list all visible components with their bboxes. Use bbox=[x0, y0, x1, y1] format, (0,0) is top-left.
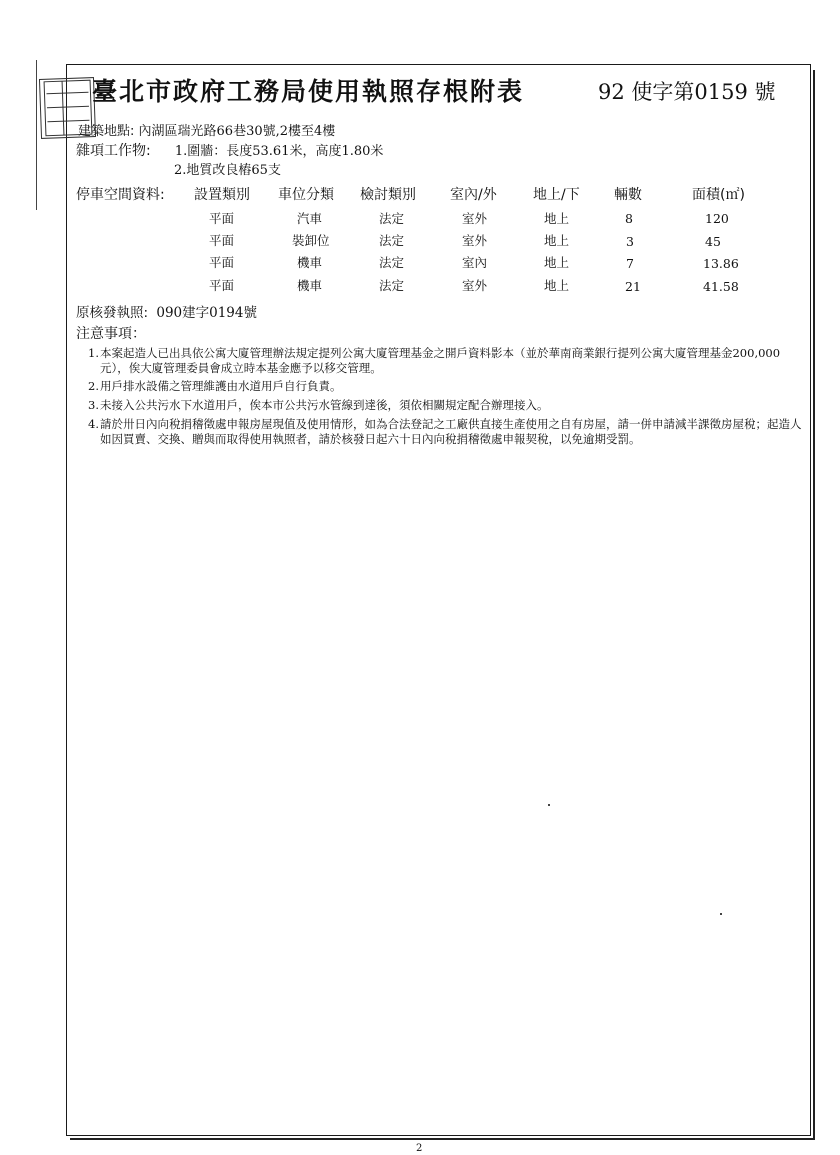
misc-work-label: 雜項工作物: bbox=[76, 143, 151, 159]
table-cell: 平面 bbox=[209, 255, 235, 270]
building-address-value: 內湖區瑞光路66巷30號,2樓至4樓 bbox=[138, 124, 336, 139]
table-cell: 8 bbox=[625, 211, 633, 226]
note-text: 用戶排水設備之管理維護由水道用戶自行負責。 bbox=[100, 379, 342, 393]
parking-section-label: 停車空間資料: bbox=[76, 187, 165, 203]
table-cell: 地上 bbox=[544, 211, 570, 226]
original-permit-value: 090建字0194號 bbox=[156, 305, 257, 321]
table-cell: 41.58 bbox=[703, 279, 739, 294]
table-cell: 3 bbox=[626, 234, 634, 249]
frame-shadow-bottom bbox=[70, 1138, 815, 1140]
table-cell: 21 bbox=[625, 279, 641, 294]
note-item bbox=[88, 417, 803, 447]
table-cell: 室外 bbox=[462, 211, 488, 226]
table-cell: 平面 bbox=[209, 233, 235, 248]
table-cell: 地上 bbox=[544, 233, 570, 248]
misc-work-row bbox=[76, 140, 383, 160]
table-cell: 機車 bbox=[297, 278, 323, 293]
table-cell: 7 bbox=[626, 256, 634, 271]
note-text: 本案起造人已出具依公寓大廈管理辦法規定提列公寓大廈管理基金之開戶資料影本（並於華南商業銀行提列公寓大廈管理基金200,000元），俟大廈管理委員會成立時本基金應予以移交管理。 bbox=[100, 346, 781, 375]
note-number: 4. bbox=[88, 417, 99, 431]
column-header-setup-type: 設置類別 bbox=[194, 187, 250, 203]
document-title: 臺北市政府工務局使用執照存根附表 bbox=[92, 77, 525, 106]
column-header-review-type: 檢討類別 bbox=[360, 187, 416, 203]
table-cell: 120 bbox=[705, 211, 729, 226]
scan-speck bbox=[720, 913, 722, 915]
table-cell: 平面 bbox=[209, 211, 235, 226]
table-cell: 室外 bbox=[462, 278, 488, 293]
note-number: 3. bbox=[88, 398, 99, 412]
misc-work-item-1: 1.圍牆：長度53.61米，高度1.80米 bbox=[174, 144, 384, 159]
original-permit-label: 原核發執照: bbox=[76, 305, 149, 321]
note-number: 1. bbox=[88, 346, 99, 360]
page-number: 2 bbox=[416, 1143, 423, 1154]
building-address-label: 建築地點: bbox=[78, 124, 135, 139]
table-cell: 地上 bbox=[544, 278, 570, 293]
table-cell: 45 bbox=[705, 234, 721, 249]
note-text: 請於卅日內向稅捐稽徵處申報房屋現值及使用情形，如為合法登記之工廠供直接生產使用之自有房屋，請一併申請減半課徵房屋稅；起造人如因買賣、交換、贈與而取得使用執照者，請於核發日起六十日內向稅捐稽徵處申報契稅，以免逾期受罰。 bbox=[100, 417, 802, 446]
table-cell: 室外 bbox=[462, 233, 488, 248]
note-number: 2. bbox=[88, 379, 99, 393]
notes-title: 注意事項： bbox=[76, 326, 146, 342]
table-cell: 法定 bbox=[379, 278, 405, 293]
note-text: 未接入公共污水下水道用戶，俟本市公共污水管線到達後，須依相關規定配合辦理接入。 bbox=[100, 398, 549, 412]
column-header-area: 面積(㎡) bbox=[692, 187, 745, 203]
table-cell: 裝卸位 bbox=[292, 233, 330, 248]
table-cell: 法定 bbox=[379, 211, 405, 226]
table-cell: 法定 bbox=[379, 233, 405, 248]
column-header-above-below: 地上/下 bbox=[533, 187, 580, 203]
column-header-count: 輛數 bbox=[614, 187, 642, 203]
column-header-indoor-outdoor: 室內/外 bbox=[450, 187, 497, 203]
table-cell: 室內 bbox=[462, 255, 488, 270]
building-address-row bbox=[78, 120, 335, 139]
document-frame bbox=[66, 64, 811, 1136]
column-header-space-type: 車位分類 bbox=[278, 187, 334, 203]
misc-work-item-2: 2.地質改良樁65支 bbox=[174, 163, 281, 178]
note-item bbox=[88, 398, 803, 413]
scan-speck bbox=[548, 804, 550, 806]
table-cell: 13.86 bbox=[703, 256, 739, 271]
frame-shadow-right bbox=[813, 70, 815, 1140]
original-permit-row bbox=[76, 301, 257, 321]
note-item bbox=[88, 379, 803, 394]
table-cell: 平面 bbox=[209, 278, 235, 293]
permit-number: 92 使字第0159 號 bbox=[598, 80, 776, 104]
table-cell: 地上 bbox=[544, 255, 570, 270]
note-item bbox=[88, 346, 803, 376]
table-cell: 機車 bbox=[297, 255, 323, 270]
table-cell: 法定 bbox=[379, 255, 405, 270]
table-cell: 汽車 bbox=[297, 211, 323, 226]
